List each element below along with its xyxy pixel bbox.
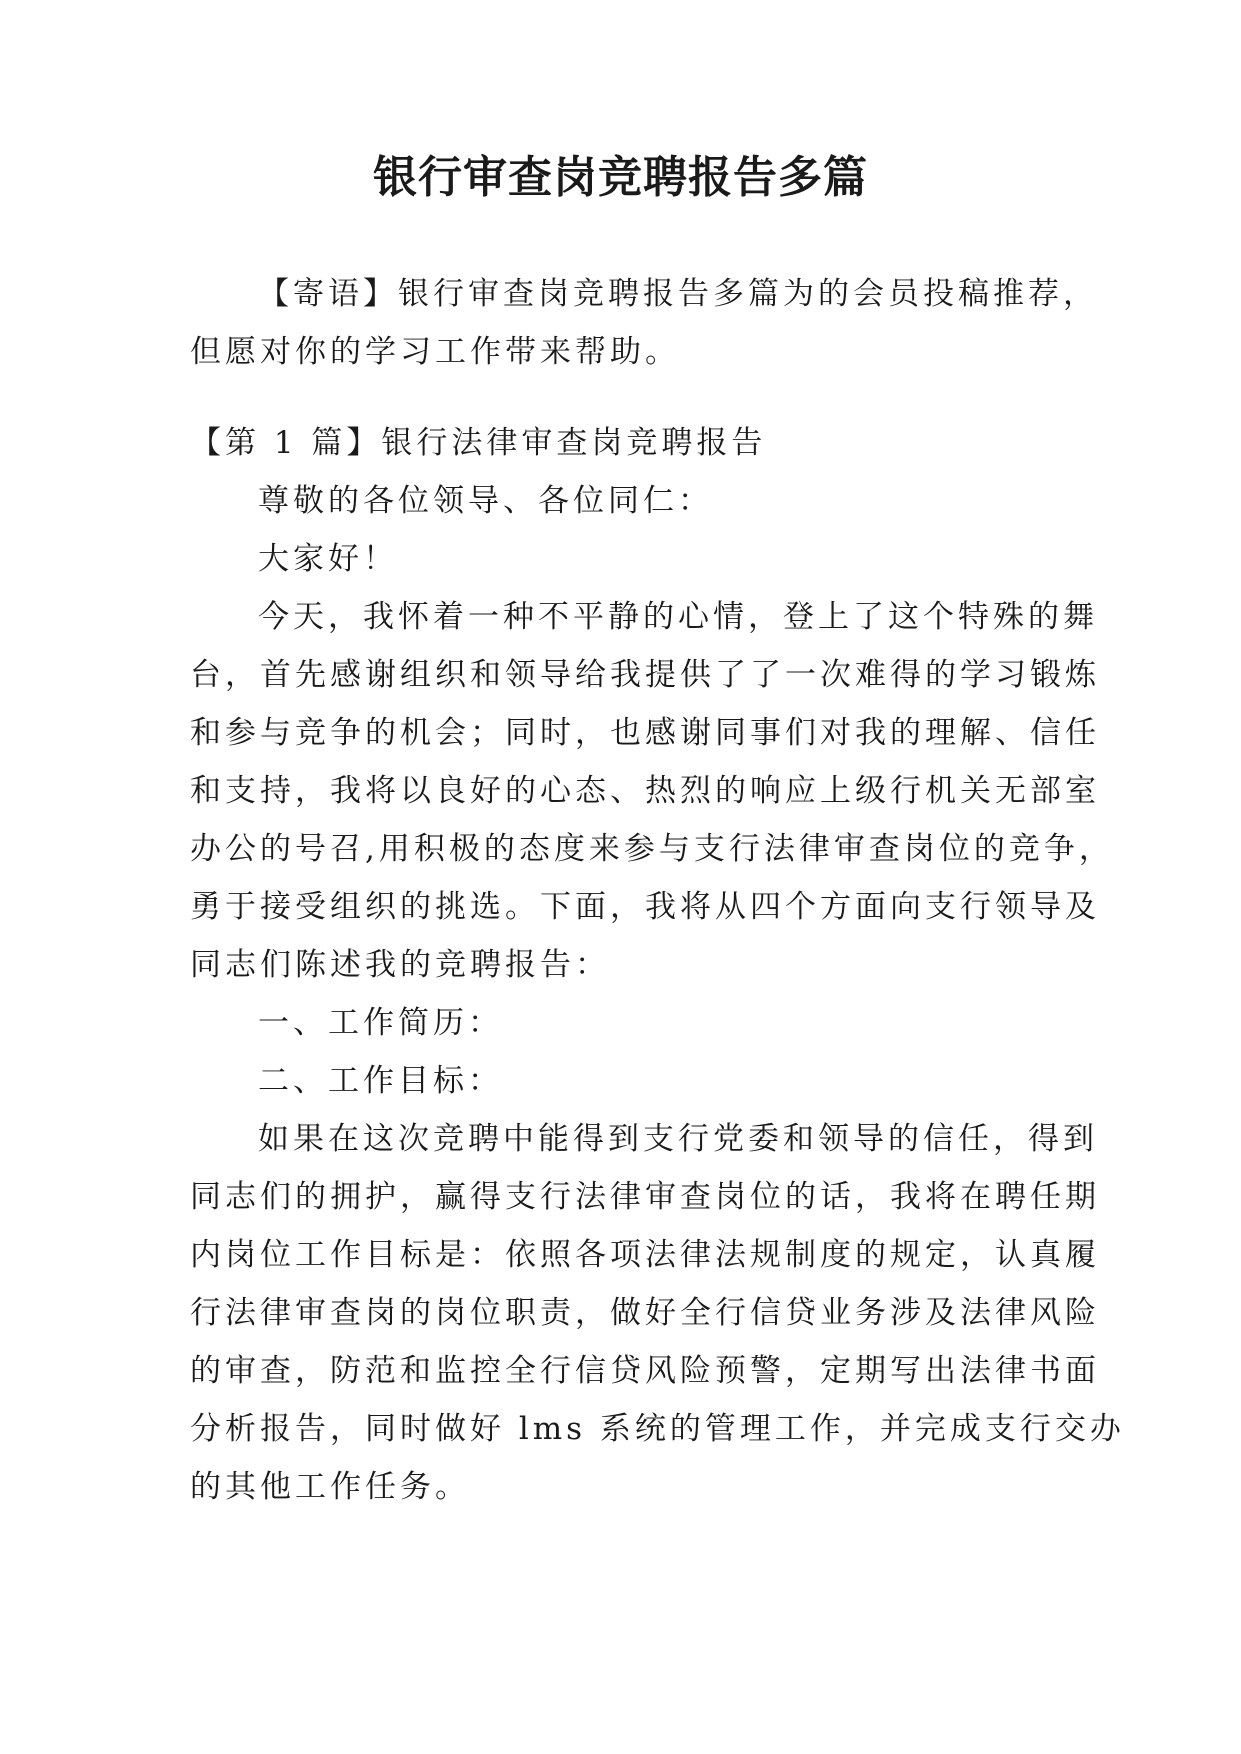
list-item-work-goals: 二、工作目标： [258, 1063, 503, 1099]
paragraph-2 [190, 1110, 1125, 1516]
section-1 [190, 414, 1125, 1516]
paragraph-line: 和支持，我将以良好的心态、热烈的响应上级行机关无部室 [190, 773, 1100, 809]
document-title: 银行审查岗竞聘报告多篇 [373, 152, 868, 203]
paragraph-line: 台，首先感谢组织和领导给我提供了了一次难得的学习锻炼 [190, 657, 1100, 693]
paragraph-1 [190, 588, 1114, 994]
section-heading: 【第 1 篇】银行法律审查岗竞聘报告 [190, 425, 767, 461]
greeting-line: 尊敬的各位领导、各位同仁： [258, 483, 713, 519]
paragraph-line: 的其他工作任务。 [190, 1469, 470, 1505]
paragraph-line: 同志们陈述我的竞聘报告： [190, 947, 610, 983]
paragraph-line: 办公的号召,用积极的态度来参与支行法律审查岗位的竞争， [190, 831, 1114, 867]
intro-paragraph [190, 265, 1098, 381]
hello-line: 大家好！ [258, 541, 398, 577]
intro-line-1: 【寄语】银行审查岗竞聘报告多篇为的会员投稿推荐， [258, 276, 1098, 312]
paragraph-line: 勇于接受组织的挑选。下面，我将从四个方面向支行领导及 [190, 889, 1100, 925]
paragraph-line: 今天，我怀着一种不平静的心情，登上了这个特殊的舞 [258, 599, 1098, 635]
paragraph-line: 和参与竞争的机会；同时，也感谢同事们对我的理解、信任 [190, 715, 1100, 751]
paragraph-line: 的审查，防范和监控全行信贷风险预警，定期写出法律书面 [190, 1353, 1100, 1389]
intro-line-2: 但愿对你的学习工作带来帮助。 [190, 334, 680, 370]
paragraph-line: 如果在这次竞聘中能得到支行党委和领导的信任，得到 [258, 1121, 1098, 1157]
paragraph-line: 行法律审查岗的岗位职责，做好全行信贷业务涉及法律风险 [190, 1295, 1100, 1331]
paragraph-line: 分析报告，同时做好 lms 系统的管理工作，并完成支行交办 [190, 1411, 1125, 1447]
paragraph-line: 同志们的拥护，赢得支行法律审查岗位的话，我将在聘任期 [190, 1179, 1100, 1215]
paragraph-line: 内岗位工作目标是：依照各项法律法规制度的规定，认真履 [190, 1237, 1100, 1273]
list-item-work-history: 一、工作简历： [258, 1005, 503, 1041]
